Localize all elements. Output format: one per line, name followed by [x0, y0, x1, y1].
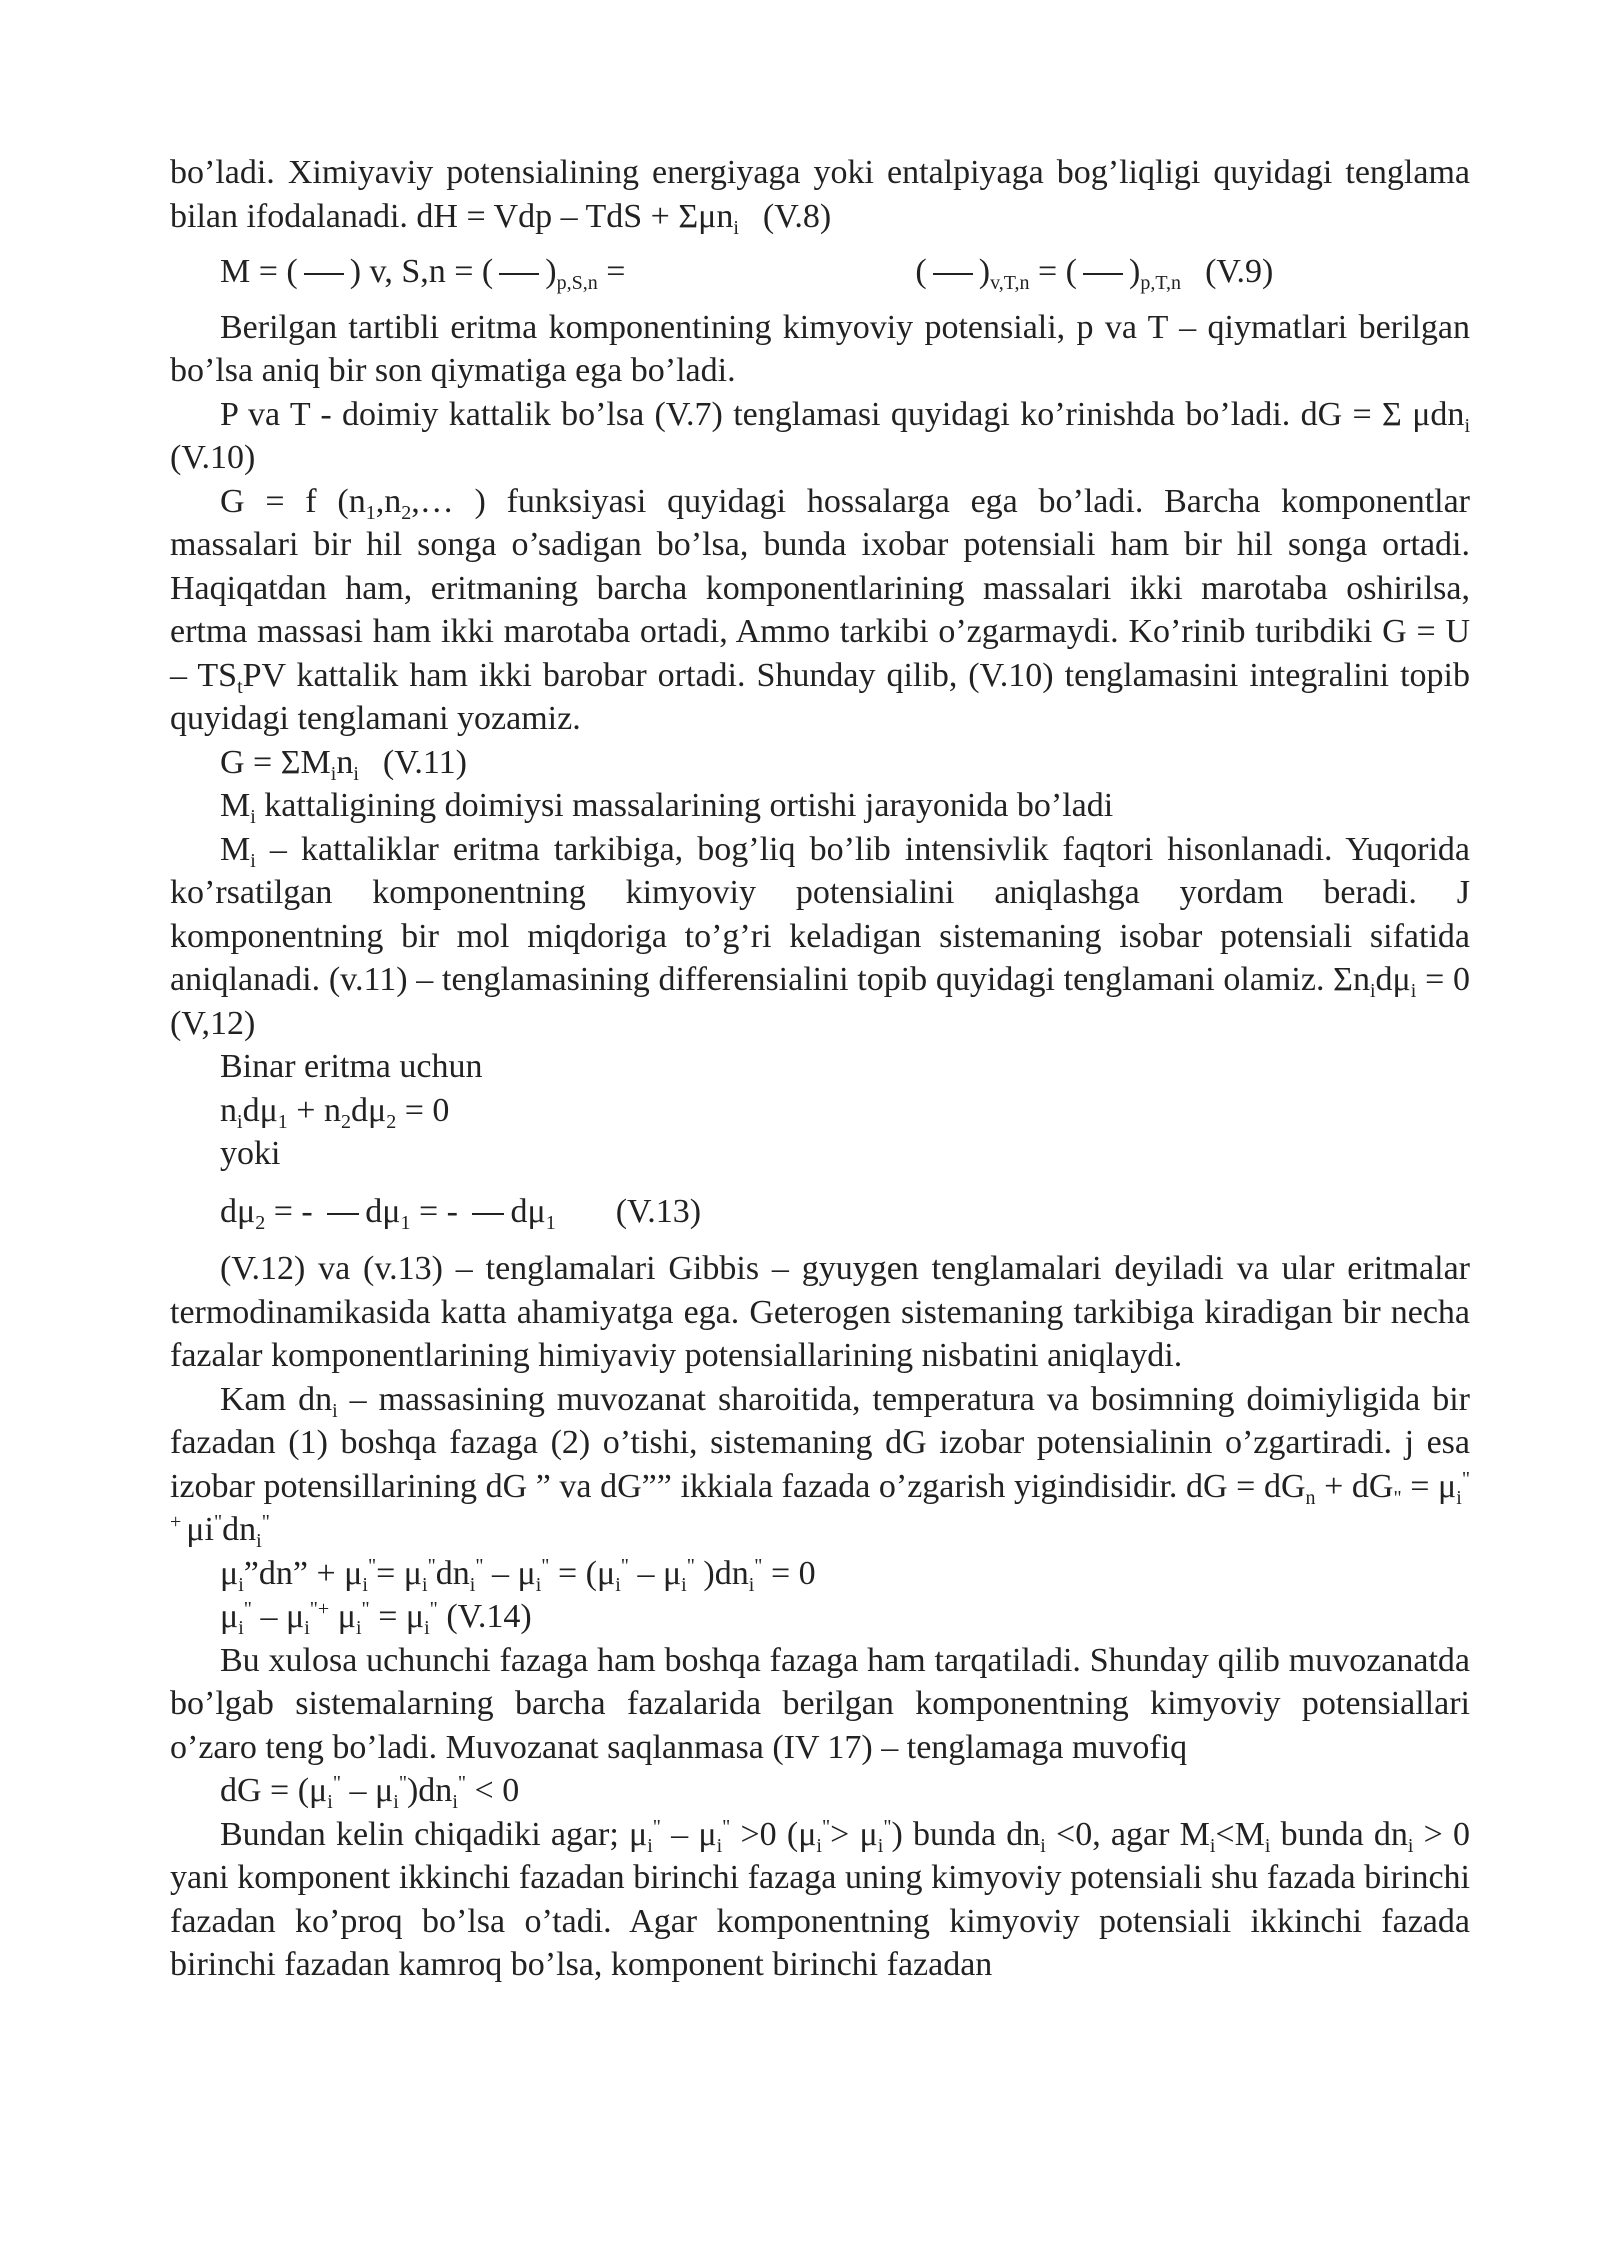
- text-run: G = ΣM: [220, 743, 331, 781]
- equation-label: (V.14): [437, 1598, 532, 1635]
- subscript: 1: [277, 1110, 288, 1133]
- subscript: i: [304, 1617, 310, 1639]
- subscript: 1: [365, 501, 376, 524]
- superscript: ": [821, 1815, 831, 1838]
- text-run: – μ: [628, 1554, 682, 1592]
- text-run: M: [220, 787, 251, 824]
- text-run: dμ: [350, 1091, 387, 1129]
- fraction-bar: [1083, 273, 1123, 275]
- subscript: 1: [400, 1211, 411, 1234]
- text-run: + dG: [1315, 1467, 1394, 1505]
- text-run: <M: [1215, 1815, 1265, 1853]
- equation-binar: [170, 1089, 1470, 1133]
- fraction-bar: [933, 273, 973, 275]
- subscript: i: [535, 1573, 542, 1596]
- paragraph-5: [170, 784, 1470, 828]
- fraction-bar: [304, 273, 344, 275]
- text-run: = (μ: [549, 1554, 616, 1592]
- text-run: – μ: [251, 1598, 305, 1635]
- text-run: μi: [186, 1511, 214, 1548]
- superscript: ": [332, 1772, 342, 1794]
- subscript: i: [647, 1834, 653, 1857]
- text-run: dμ: [510, 1192, 546, 1230]
- equation-label: (V.9): [1205, 253, 1274, 290]
- text-run: = 0: [762, 1554, 816, 1592]
- subscript: i: [615, 1573, 621, 1596]
- subscript: i: [716, 1834, 723, 1857]
- text-run: ,… ) funksiyasi quyidagi hossalarga ega bo’ladi. Barcha komponentlar massalari bir hil songa o’sadigan bo’lsa, bunda ixobar potensiali ham bir hil songa ortadi. Haqiqatdan ham, eritmaning barcha komponentlarining massalari ikki marotaba oshirilsa, ertma massasi ham ikki marotaba ortadi, Ammo tarkibi o’zgarmaydi. Ko’rinib turibdiki G = U – TS: [170, 482, 1471, 694]
- superscript: ": [883, 1815, 892, 1838]
- superscript: ": [475, 1554, 484, 1577]
- text-run: G = f (n: [220, 482, 366, 520]
- subscript: i: [362, 1573, 368, 1596]
- subscript: n: [1305, 1486, 1316, 1509]
- superscript: ": [429, 1598, 438, 1620]
- paragraph-6: [170, 828, 1470, 1046]
- subscript: i: [424, 1617, 430, 1639]
- subscript: i: [733, 216, 739, 239]
- paragraph-9: Bu xulosa uchunchi fazaga ham boshqa fazaga ham tarqatiladi. Shunday qilib muvozanatda bo’lgab sistemalarning barcha fazalarida berilgan komponentning kimyoviy potensiallari o’zaro teng bo’ladi. Muvozanat saqlanmasa (IV 17) – tenglamaga muvofiq: [170, 1641, 1470, 1766]
- text-run: dn: [222, 1511, 257, 1548]
- text-run: = (: [1029, 253, 1077, 290]
- subscript: 2: [386, 1110, 397, 1133]
- subscript: i: [238, 1573, 244, 1596]
- text-run: μ: [220, 1554, 239, 1592]
- subscript: i: [256, 1530, 262, 1552]
- subscript: i: [353, 762, 359, 785]
- text-run: – μ: [660, 1815, 717, 1853]
- paragraph-10: [170, 1813, 1470, 1987]
- text-run: – μ: [483, 1554, 536, 1592]
- yoki-text: yoki: [220, 1135, 281, 1172]
- subscript: i: [330, 762, 337, 785]
- text-run: )dn: [406, 1772, 453, 1809]
- subscript: i: [1040, 1834, 1046, 1857]
- text-run: dμ: [242, 1091, 278, 1129]
- paragraph-3: [170, 393, 1470, 480]
- text-run: = 0: [396, 1091, 450, 1129]
- text-run: kattaligining doimiysi massalarining ortishi jarayonida bo’ladi: [255, 787, 1114, 824]
- text-run: – kattaliklar eritma tarkibiga, bog’liq bo’lib intensivlik faqtori hisonlanadi. Yuqorida ko’rsatilgan komponentning kimyoviy potensialini aniqlashga yordam beradi. J komponentning bir mol miqdoriga to’g’ri keladigan sistemaning isobar potensiali sifatida aniqlanadi. (v.11) – tenglamasining differensialini topib quyidagi tenglamani olamiz. Σn: [170, 830, 1470, 998]
- paragraph-intro: [170, 151, 1470, 238]
- text-run: = μ: [1401, 1467, 1457, 1505]
- subscript: i: [393, 1791, 399, 1813]
- subscript: t: [237, 675, 243, 698]
- text-run: >0 (μ: [730, 1815, 817, 1853]
- subscript: i: [469, 1573, 476, 1596]
- superscript: ": [213, 1511, 223, 1533]
- paragraph-7: (V.12) va (v.13) – tenglamalari Gibbis – gyuygen tenglamalari deyiladi va ular eritmalar termodinamikasida katta ahamiyatga ega. Geterogen sistemaning tarkibiga kiradigan bir necha fazalar komponentlarining himiyaviy potensiallarining nisbatini aniqlaydi.: [170, 1250, 1470, 1374]
- subscript: 1: [545, 1211, 556, 1234]
- text-run: ”dn” + μ: [243, 1554, 363, 1592]
- fraction-bar: [327, 1213, 359, 1215]
- superscript: ": [754, 1554, 763, 1577]
- text-run: Kam dn: [220, 1380, 333, 1418]
- text-run: < 0: [466, 1772, 520, 1809]
- text-run: μ: [329, 1598, 356, 1635]
- fraction-bar: [499, 273, 539, 275]
- superscript: "+: [309, 1598, 330, 1620]
- text-run: = μ: [369, 1598, 425, 1635]
- subscript: i: [355, 1617, 362, 1639]
- text-run: – μ: [341, 1772, 394, 1809]
- paragraph-2: Berilgan tartibli eritma komponentining kimyoviy potensiali, p va T – qiymatlari berilgan bo’lsa aniq bir son qiymatiga ega bo’ladi.: [170, 308, 1470, 389]
- equation-label: (V.8): [762, 197, 832, 235]
- subscript: i: [327, 1791, 333, 1813]
- text-run: = -: [265, 1192, 322, 1230]
- text-run: =: [597, 253, 626, 290]
- text-run: dG = (μ: [220, 1772, 328, 1809]
- subscript: 2: [255, 1211, 266, 1234]
- equation-v14: [170, 1595, 1470, 1639]
- equation-label: (V.10): [170, 439, 256, 476]
- subscript: p,T,n: [1140, 272, 1182, 294]
- subscript: i: [250, 849, 256, 872]
- text-run: ) v, S,n = (: [349, 253, 494, 290]
- text-run: = 0 (V,12): [170, 961, 1470, 1042]
- superscript: ": [243, 1598, 252, 1620]
- subscript: i: [1464, 414, 1470, 437]
- text-run: n: [220, 1091, 237, 1129]
- subscript: i: [748, 1573, 755, 1596]
- subscript: i: [422, 1573, 428, 1596]
- text-run: ,n: [375, 482, 402, 520]
- superscript: ": [261, 1511, 270, 1533]
- subscript: i: [250, 806, 256, 828]
- equation-v9: [170, 250, 1470, 294]
- superscript: ": [686, 1554, 695, 1577]
- text-run: dn: [435, 1554, 470, 1592]
- subscript: i: [452, 1791, 458, 1813]
- superscript: ": [361, 1598, 370, 1620]
- text-run: (: [915, 253, 927, 290]
- equation-v11: [170, 741, 1470, 785]
- text-run: ): [545, 253, 557, 290]
- subscript: v,T,n: [990, 272, 1030, 294]
- subscript: i: [237, 1110, 243, 1133]
- text-run: <0, agar M: [1045, 1815, 1210, 1853]
- subscript: 2: [340, 1110, 351, 1133]
- text-run: + n: [287, 1091, 341, 1129]
- binar-heading: Binar eritma uchun: [220, 1048, 483, 1085]
- text-run: = -: [410, 1192, 467, 1230]
- text-run: )dn: [694, 1554, 749, 1592]
- subscript: i: [1456, 1486, 1462, 1509]
- superscript: ": [722, 1815, 731, 1838]
- text-run: – massasining muvozanat sharoitida, temperatura va bosimning doimiyligida bir fazadan (1) boshqa fazaga (2) o’tishi, sistemaning dG izobar potensialinin o’zgartiradi. j esa izobar potensillarining dG ” va dG”” ikkiala fazada o’zgarish yigindisidir. dG = dG: [170, 1380, 1470, 1505]
- superscript: " +: [170, 1467, 1470, 1533]
- text-run: M: [220, 830, 251, 868]
- text-run: dμ: [365, 1192, 401, 1230]
- subscript: i: [1209, 1834, 1216, 1857]
- text-run: ) bunda dn: [891, 1815, 1041, 1853]
- subscript: p,S,n: [556, 272, 598, 294]
- subscript: 2: [401, 501, 412, 524]
- text-run: > 0 yani komponent ikkinchi fazadan birinchi fazaga uning kimyoviy potensiali shu fazada birinchi fazadan ko’proq bo’lsa o’tadi. Agar komponentning kimyoviy potensiali ikkinchi fazada birinchi fazadan kamroq bo’lsa, komponent birinchi fazadan: [170, 1815, 1470, 1983]
- equation-dg: [170, 1769, 1470, 1813]
- fraction-bar: [472, 1213, 504, 1215]
- superscript: ": [427, 1554, 436, 1577]
- superscript: ": [541, 1554, 550, 1577]
- superscript: ": [367, 1554, 377, 1577]
- superscript: ": [457, 1772, 467, 1794]
- subscript: i: [1407, 1834, 1414, 1857]
- subscript: i: [681, 1573, 687, 1596]
- text-run: PV kattalik ham ikki barobar ortadi. Shunday qilib, (V.10) tenglamasini integralini topib quyidagi tenglamani yozamiz.: [170, 656, 1470, 737]
- subscript: i: [1369, 980, 1376, 1002]
- subscript: ": [1393, 1486, 1402, 1509]
- text-run: bo’ladi. Ximiyaviy potensialining energiyaga yoki entalpiyaga bog’liqligi quyidagi tenglama bilan ifodalanadi. dH = Vdp – TdS + Σμn: [170, 154, 1470, 235]
- text-run: Bundan kelin chiqadiki agar; μ: [220, 1815, 648, 1853]
- subscript: i: [877, 1834, 884, 1857]
- paragraph-8: [170, 1378, 1470, 1552]
- subscript: i: [1410, 980, 1417, 1002]
- equation-label: (V.13): [615, 1192, 702, 1230]
- text-run: dμ: [220, 1192, 256, 1230]
- subscript: i: [816, 1834, 822, 1857]
- equation-v13: [170, 1190, 1470, 1234]
- subscript: i: [332, 1399, 338, 1422]
- superscript: ": [652, 1815, 661, 1838]
- text-run: dμ: [1375, 961, 1411, 998]
- subscript: i: [1264, 1834, 1271, 1857]
- subscript: i: [238, 1617, 244, 1639]
- text-run: bunda dn: [1270, 1815, 1408, 1853]
- text-run: M = (: [220, 253, 298, 290]
- text-run: P va T - doimiy kattalik bo’lsa (V.7) tenglamasi quyidagi ko’rinishda bo’ladi. dG = Σ μdn: [220, 395, 1465, 433]
- paragraph-4: [170, 480, 1470, 741]
- equation-label: (V.11): [382, 743, 467, 781]
- text-run: ): [978, 253, 991, 290]
- text-run: μ: [220, 1598, 239, 1635]
- text-run: ): [1129, 253, 1141, 290]
- superscript: ": [620, 1554, 629, 1577]
- text-run: n: [336, 743, 354, 781]
- text-run: = μ: [376, 1554, 423, 1592]
- superscript: ": [398, 1772, 407, 1794]
- equation-a: [170, 1552, 1470, 1596]
- text-run: > μ: [830, 1815, 878, 1853]
